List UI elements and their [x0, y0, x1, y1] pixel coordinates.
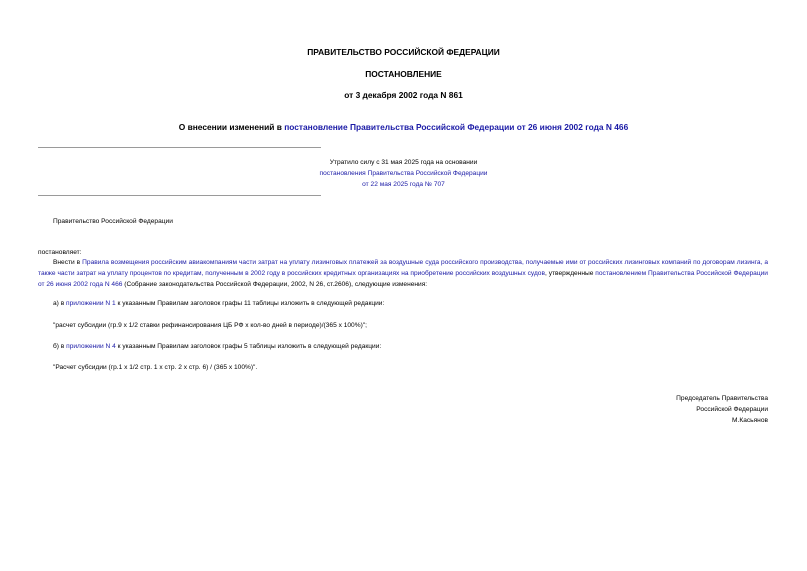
appendix-4-link[interactable]: приложении N 4: [66, 343, 116, 350]
main-paragraph: [38, 257, 768, 290]
para-mid: , утвержденные: [544, 270, 596, 277]
item-a-text: "расчет субсидии (гр.9 x 1/2 ставки рефинансирования ЦБ РФ x кол-во дней в периоде)/(365 x 100%)";: [53, 322, 367, 329]
expiry-line-1: Утратило силу с 31 мая 2025 года на основании: [329, 159, 478, 166]
item-a-prefix: а) в: [53, 300, 67, 307]
item-a: [53, 298, 384, 309]
rules-link[interactable]: Правила возмещения российским авиакомпаниям части затрат на уплату лизинговых платежей за воздушные суда российского производства, получаемые ими от российских лизинговых компаний по договорам лизинга, а также части затрат на уплату процентов по кредитам, полученным в 2002 году в российских кредитных организациях на приобретение российских воздушных судов: [38, 259, 769, 277]
expiry-decree-date-link[interactable]: от 22 мая 2025 года № 707: [362, 181, 445, 188]
item-b: [53, 341, 381, 352]
para-start: Внести в: [53, 259, 83, 266]
expiry-notice: [0, 157, 807, 190]
item-b-text: "Расчет субсидии (гр.1 x 1/2 стр. 1 x стр. 2 x стр. 6) / (365 x 100%)".: [53, 364, 258, 371]
item-b-suffix: к указанным Правилам заголовок графы 5 таблицы изложить в следующей редакции:: [115, 343, 382, 350]
item-b-prefix: б) в: [53, 343, 67, 350]
title-amended-decree-link[interactable]: постановление Правительства Российской Федерации от 26 июня 2002 года N 466: [284, 122, 629, 132]
document-type: ПОСТАНОВЛЕНИЕ: [365, 69, 442, 79]
document-title: [0, 122, 807, 132]
government-heading: ПРАВИТЕЛЬСТВО РОССИЙСКОЙ ФЕДЕРАЦИИ: [307, 47, 500, 57]
signature-country: Российской Федерации: [696, 406, 768, 413]
signature-name: М.Касьянов: [732, 417, 768, 424]
title-prefix: О внесении изменений в: [178, 122, 285, 132]
resolves-label: постановляет:: [38, 249, 82, 256]
expiry-decree-link[interactable]: постановления Правительства Российской Федерации: [319, 170, 488, 177]
signature-block: [676, 393, 768, 426]
item-a-suffix: к указанным Правилам заголовок графы 11 таблицы изложить в следующей редакции:: [115, 300, 385, 307]
para-end: (Собрание законодательства Российской Федерации, 2002, N 26, ст.2606), следующие изменения:: [122, 281, 428, 288]
decree-466-link[interactable]: постановлением Правительства Российской Федерации от 26 июня 2002 года N 466: [38, 270, 768, 288]
divider-top: [38, 147, 321, 148]
divider-bottom: [38, 195, 321, 196]
document-date-number: от 3 декабря 2002 года N 861: [344, 90, 463, 100]
appendix-1-link[interactable]: приложении N 1: [66, 300, 116, 307]
signature-title: Председатель Правительства: [676, 395, 768, 402]
government-name: Правительство Российской Федерации: [53, 218, 173, 225]
